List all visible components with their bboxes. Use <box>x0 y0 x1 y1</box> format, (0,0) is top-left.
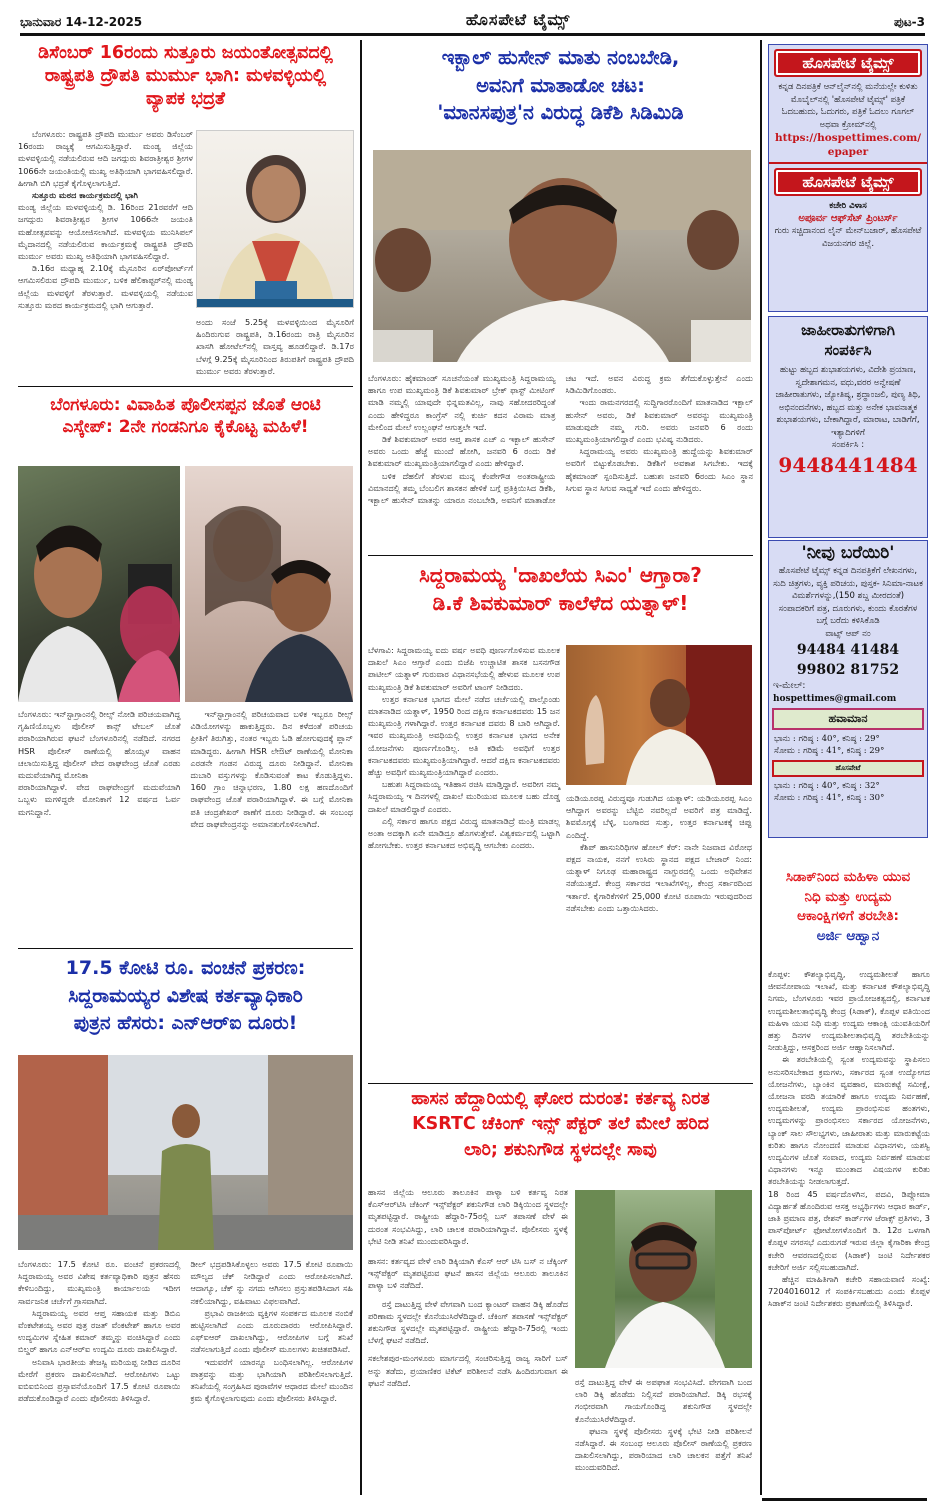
headline-iqbal: ಇಕ್ಬಾಲ್ ಹುಸೇನ್ ಮಾತು ನಂಬಬೇಡಿ, ಅವನಿಗೆ ಮಾತಾಡೋ ಚಟ: 'ಮಾನಸಪುತ್ರ'ನ ವಿರುದ್ಧ ಡಿಕೆಶಿ ಸಿಡಿಮಿಡಿ <box>437 46 684 125</box>
article-body: ಬೆಂಗಳೂರು: 17.5 ಕೋಟಿ ರೂ. ವಂಚನೆ ಪ್ರಕರಣದಲ್ಲಿ ಸಿದ್ದರಾಮಯ್ಯ ಅವರ ವಿಶೇಷ ಕರ್ತವ್ಯಾಧಿಕಾರಿ ಪುತ್ರನ ಹೆಸರು ಕೇಳಿಬಂದಿದ್ದು, ಮುಖ್ಯಮಂತ್ರಿ ಕಾರ್ಯಾಲಯ ಇದೀಗ ಸಾರ್ವಜನಿಕ ಚರ್ಚೆಗೆ ಗ್ರಾಸವಾಗಿದೆ. ಸಿದ್ದರಾಮಯ್ಯ ಅವರ ಆಪ್ತ ಸಹಾಯಕ ಮತ್ತು ಡಿಬಿಎ ವೆಂಕಟೇಶಯ್ಯ ಅವರ ಪುತ್ರ ರಜತ್ ವೆಂಕಟೇಶ್ ಹಾಗೂ ಅವರ ಉದ್ಯಮಿಗಳ ಸ್ನೇಹಿತ ಕಮಾರ್ ತಮ್ಮನ್ನು ವಂಚಿಸಿದ್ದಾರೆ ಎಂದು ಬಿಲ್ಡರ್ ಹಾಗೂ ಎನ್‌ಆರ್‌ಐ ಉದ್ಯಮಿ ದೂರು ದಾಖಲಿಸಿದ್ದಾರೆ. ಅನಿವಾಸಿ ಭಾರತೀಯ ತೇಜಸ್ವಿ ಮರಿಯಪ್ಪ ನೀಡಿದ ದೂರಿನ ಮೇರೆಗೆ ಪ್ರಕರಣ ದಾಖಲಿಸಲಾಗಿದೆ. ಆರೋಪಿಗಳು ಒಟ್ಟು ಐಬಿಐಬಿನಿಂದ ಪ್ರಸ್ತಾವನೆಯೊಂದಿಗೆ 17.5 ಕೋಟಿ ರೂಪಾಯಿ ಪಡೆದುಕೊಂಡಿದ್ದಾರೆ ಎಂದು ಪೊಲೀಸರು ತಿಳಿಸಿದ್ದಾರೆ. ಡೀಲ್ ಭದ್ರಪಡಿಸಿಕೊಳ್ಳಲು ಅವರು 17.5 ಕೋಟಿ ರೂಪಾಯಿ ಮೌಲ್ಯದ ಚೆಕ್ ನೀಡಿದ್ದಾರೆ ಎಂದು ಆರೋಪಿಸಲಾಗಿದೆ. ಆದಾಗ್ಯೂ, ಚೆಕ್ ನ್ನು ನಗದು ಆಗಿಸಲು ಪ್ರಸ್ತುತಪಡಿಸಿದಾಗ ಸಹಿ ನಕಲಿಯಾಗಿದ್ದು, ವಹಿವಾಟು ವಿಫಲವಾಗಿದೆ. ಪ್ರಭಾವಿ ರಾಜಕೀಯ ವ್ಯಕ್ತಿಗಳ ಸಂಪರ್ಕದ ಮೂಲಕ ನಂಬಿಕೆ ಹುಟ್ಟಿಸಲಾಗಿದೆ ಎಂದು ದೂರುದಾರರು ಆರೋಪಿಸಿದ್ದಾರೆ. ಎಫ್‌ಐಆರ್ ದಾಖಲಾಗಿದ್ದು, ಆರೋಪಿಗಳ ಬಗ್ಗೆ ತನಿಖೆ ನಡೆಸಲಾಗುತ್ತಿದೆ ಎಂದು ಪೊಲೀಸ್ ಮೂಲಗಳು ಖಚಿತಪಡಿಸಿವೆ. ಇದುವರೆಗೆ ಯಾರನ್ನೂ ಬಂಧಿಸಲಾಗಿಲ್ಲ. ಆರೋಪಿಗಳ ಪಾತ್ರವನ್ನು ಮತ್ತು ಭಾಗಿಯಾಗಿ ಪರಿಶೀಲಿಸಲಾಗುತ್ತಿದೆ. ತನಿಖೆಯಲ್ಲಿ ಸಂಗ್ರಹಿಸಿದ ಪುರಾವೆಗಳ ಆಧಾರದ ಮೇಲೆ ಮುಂದಿನ ಕ್ರಮ ಕೈಗೊಳ್ಳಲಾಗುವುದು ಎಂದು ಪೊಲೀಸರು ತಿಳಿಸಿದ್ದಾರೆ. <box>18 1259 353 1404</box>
newspaper-title: ಹೊಸಪೇಟೆ ಟೈಮ್ಸ್ <box>465 10 571 29</box>
masthead <box>20 8 925 36</box>
article-body: ರಸ್ತೆ ದಾಟುತ್ತಿದ್ದ ವೇಳೆ ಈ ಅಪಘಾತ ಸಂಭವಿಸಿದೆ. ವೇಗವಾಗಿ ಬಂದ ಲಾರಿ ಡಿಕ್ಕಿ ಹೊಡೆದು ನಿಲ್ಲಿಸದೆ ಪರಾರಿಯಾಗಿದೆ. ಡಿಕ್ಕಿ ರಭಸಕ್ಕೆ ಗಂಭೀರವಾಗಿ ಗಾಯಗೊಂಡಿದ್ದ ಶಕುನಿಗೌಡ ಸ್ಥಳದಲ್ಲೇ ಕೊನೆಯುಸಿರೆಳೆದಿದ್ದಾರೆ. ಘಟನಾ ಸ್ಥಳಕ್ಕೆ ಪೊಲೀಸರು ಸ್ಥಳಕ್ಕೆ ಭೇಟಿ ನೀಡಿ ಪರಿಶೀಲನೆ ನಡೆಸಿದ್ದಾರೆ. ಈ ಸಂಬಂಧ ಆಲೂರು ಪೊಲೀಸ್ ಠಾಣೆಯಲ್ಲಿ ಪ್ರಕರಣ ದಾಖಲಿಸಲಾಗಿದ್ದು, ಪರಾರಿಯಾದ ಲಾರಿ ಚಾಲಕನ ಪತ್ತೆಗೆ ತನಿಖೆ ಮುಂದುವರಿದಿದೆ. <box>575 1377 752 1473</box>
weather-row: ಭಾನು : ಗರಿಷ್ಠ : 40°, ಕನಿಷ್ಠ : 32° <box>774 781 880 791</box>
article-body: ಅಂದು ಸಂಜೆ 5.25ಕ್ಕೆ ಮಳವಳ್ಳಿಯಿಂದ ಮೈಸೂರಿಗೆ ಹಿಂದಿರುಗುವ ರಾಷ್ಟ್ರಪತಿ, ಡಿ.16ರಂದು ರಾತ್ರಿ ಮೈಸೂರಿನ ಖಾಸಗಿ ಹೋಟೆಲ್‌ನಲ್ಲಿ ವಾಸ್ತವ್ಯ ಹೂಡಲಿದ್ದಾರೆ. ಡಿ.17ರ ಬೆಳಗ್ಗೆ 9.25ಕ್ಕೆ ಮೈಸೂರಿನಿಂದ ತಿರುಪತಿಗೆ ರಾಷ್ಟ್ರಪತಿ ದ್ರೌಪದಿ ಮುರ್ಮು ಅವರು ತೆರಳುತ್ತಾರೆ. <box>196 317 354 376</box>
email-link[interactable]: hospettimes@gmail.com <box>773 693 897 704</box>
article-body: ಬೆಂಗಳೂರು: ಇನ್‌ಸ್ಟಾಗ್ರಾಂನಲ್ಲಿ ರೀಲ್ಸ್ ನೋಡಿ ಪರಿಚಯವಾಗಿದ್ದ ಗೃಹಿಣಿಯೊಬ್ಬಳು ಪೊಲೀಸ್ ಕಾನ್ಸ್ ಟೇಬಲ್ ಜೊತೆ ಪರಾರಿಯಾಗಿರುವ ಘಟನೆ ಬೆಂಗಳೂರಿನಲ್ಲಿ ನಡೆದಿದೆ. ನಗರದ HSR ಪೊಲೀಸ್ ಠಾಣೆಯಲ್ಲಿ ಹೊಯ್ಸಳ ವಾಹನ ಚಲಾಯಿಸುತ್ತಿದ್ದ ಪೊಲೀಸ್ ವೇದ ರಾಘವೇಂದ್ರ ಜೊತೆ ಎರಡು ಮದುವೆಯಾಗಿದ್ದ ಮೋನಿಕಾ ಪರಾರಿಯಾಗಿದ್ದಾಳೆ. ವೇದ ರಾಘವೇಂದ್ರಗೆ ಮದುವೆಯಾಗಿ ಒಬ್ಬಳು ಮಗಳಿದ್ದರೇ ಮೋನಿಕಾಗೆ 12 ವರ್ಷದ ಓರ್ವ ಮಗನಿದ್ದಾನೆ. ಇನ್‌ಸ್ಟಾಗ್ರಾಂನಲ್ಲಿ ಪರಿಚಯವಾದ ಬಳಿಕ ಇಬ್ಬರೂ ರೀಲ್ಸ್ ವಿಡಿಯೋಗಳನ್ನು ಹಾಕುತ್ತಿದ್ದರು. ದಿನ ಕಳೆದಂತೆ ಪರಿಚಯ ಪ್ರೀತಿಗೆ ತಿರುಗಿತ್ತು, ನಂತರ ಇಬ್ಬರು ಓಡಿ ಹೋಗುವುದಕ್ಕೆ ಪ್ಲಾನ್ ಮಾಡಿದ್ದರು. ಹೀಗಾಗಿ HSR ಲೇಔಟ್ ಠಾಣೆಯಲ್ಲಿ ಮೋನಿಕಾ ಎರಡನೇ ಗಂಡನ ವಿರುದ್ಧ ದೂರು ನೀಡಿದ್ದಾನೆ. ಮೋನಿಕಾ ದುಬಾರಿ ವಸ್ತುಗಳನ್ನು ಕೊಡಿಸುವಂತೆ ಕಾಟ ಕೊಡುತ್ತಿದ್ದಳು. 160 ಗ್ರಾಂ ಚಿನ್ನಾಭರಣ, 1.80 ಲಕ್ಷ ಹಣದೊಂದಿಗೆ ರಾಘವೇಂದ್ರ ಜೊತೆ ಪರಾರಿಯಾಗಿದ್ದಾಳೆ. ಈ ಬಗ್ಗೆ ಮೋನಿಕಾ ಪತಿ ಚಂದ್ರಶೇಖರ್ ಠಾಣೆಗೆ ದೂರು ನೀಡಿದ್ದಾರೆ. ಈ ಸಂಬಂಧ ವೇದ ರಾಘವೇಂದ್ರನನ್ನು ಅಮಾನತುಗೊಳಿಸಲಾಗಿದೆ. <box>18 709 353 829</box>
divider <box>769 162 927 164</box>
issue-date: ಭಾನುವಾರ 14-12-2025 <box>20 15 143 29</box>
article-body: ಬೆಳಗಾವಿ: ಸಿದ್ದರಾಮಯ್ಯ ಐದು ವರ್ಷ ಅವಧಿ ಪೂರ್ಣಗೊಳಿಸುವ ಮೂಲಕ ದಾಖಲೆ ಸಿಎಂ ಆಗ್ತಾರೆ ಎಂದು ಬಿಜೆಪಿ ಉಚ್ಚಾಟಿತ ಶಾಸಕ ಬಸನಗೌಡ ಪಾಟೀಲ್ ಯತ್ನಾಳ್ ಗುರುವಾರ ವಿಧಾನಸಭೆಯಲ್ಲಿ ಹೇಳುವ ಮೂಲಕ ಉಪ ಮುಖ್ಯಮಂತ್ರಿ ಡಿಕೆ ಶಿವಕುಮಾರ್ ಅವರಿಗೆ ಟಾಂಗ್ ನೀಡಿದರು. ಉತ್ತರ ಕರ್ನಾಟಕ ಭಾಗದ ಮೇಲೆ ನಡೆದ ಚರ್ಚೆಯಲ್ಲಿ ಪಾಲ್ಗೊಂಡು ಮಾತನಾಡಿದ ಯತ್ನಾಳ್, 1950 ರಿಂದ ದಕ್ಷಿಣ ಕರ್ನಾಟಕದವರು 15 ಜನ ಮುಖ್ಯಮಂತ್ರಿ ಗಳಾಗಿದ್ದಾರೆ. ಉತ್ತರ ಕರ್ನಾಟಕ ದವರು 8 ಬಾರಿ ಆಗಿದ್ದಾರೆ. ಇವರ ಮುಖ್ಯಮಂತ್ರಿ ಅವಧಿಯಲ್ಲಿ ಉತ್ತರ ಕರ್ನಾಟಕ ಭಾಗದ ಅನೇಕ ಯೋಜನೆಗಳು ಪೂರ್ಣಗೊಂಡಿಲ್ಲ. ಅತಿ ಕಡಿಮೆ ಅವಧಿಗೆ ಉತ್ತರ ಕರ್ನಾಟಕದವರು ಮುಖ್ಯಮಂತ್ರಿಯಾಗಿದ್ದಾರೆ. ಆದರೆ ದಕ್ಷಿಣ ಕರ್ನಾಟಕದವರು ಹೆಚ್ಚು ಅವಧಿಗೆ ಮುಖ್ಯಮಂತ್ರಿಯಾಗಿದ್ದಾರೆ ಎಂದರು. ಬಹುಶಃ ಸಿದ್ದರಾಮಯ್ಯ ಇತಿಹಾಸ ರಚಿಸಿ ಮಾಡ್ತಿದ್ದಾರೆ. ಅವರೀಗ ನಮ್ಮ ಸಿದ್ದರಾಮಯ್ಯ ಇ ದಿನಗಳಲ್ಲಿ ದಾಖಲೆ ಮುರಿಯುವ ಮೂಲಕ ಬಹು ದೊಡ್ಡ ದಾಖಲೆ ಮಾಡಲಿದ್ದಾರೆ ಎಂದರು. ಎಲ್ಲಿ ಸರ್ಕಾರ ಹಾಗೂ ಪಕ್ಷದ ವಿರುದ್ಧ ಮಾತನಾಡಿದ್ರೆ ಮಂತ್ರಿ ಮಾಡಲ್ಲ ಅಂತಾ ಅದಕ್ಕಾಗಿ ಏನೇ ಮಾಡಿದ್ರೂ ಹೊಗಳುತ್ತೇವೆ. ವಿಶ್ವಕರ್ಮದಲ್ಲಿ ಒಟ್ಟಾಗಿ ಹೋಗಬೇಕು. ಉತ್ತರ ಕರ್ನಾಟಕದ ಅಭಿವೃದ್ಧಿ ಆಗಬೇಕು ಎಂದರು. <box>368 645 560 851</box>
weather-row: ಸೋಮ : ಗರಿಷ್ಠ : 41°, ಕನಿಷ್ಠ : 29° <box>774 746 885 756</box>
headline-police: ಬೆಂಗಳೂರು: ವಿವಾಹಿತ ಪೊಲೀಸಪ್ಪನ ಜೊತೆ ಆಂಟಿ ಎಸ್ಕೇಪ್: 2ನೇ ಗಂಡನಿಗೂ ಕೈಕೊಟ್ಟ ಮಹಿಳೆ! <box>50 395 321 438</box>
page-number: ಪುಟ-3 <box>894 15 925 29</box>
weather-table-city <box>769 780 927 804</box>
sidebar-write-box: 'ನೀವು ಬರೆಯಿರಿ' ಹೊಸಪೇಟೆ ಟೈಮ್ಸ್ ಕನ್ನಡ ದಿನಪತ್ರಿಕೆಗೆ ಲೇಖನಗಳು, ಸುದಿ ಚಿತ್ರಗಳು, ವ್ಯಕ್ತಿ ಪರಿಚಯ, ಪುಸ್ತಕ- ಸಿನಿಮಾ-ನಾಟಕ ವಿಮರ್ಶೆಗಳನ್ನು,(150 ಶಬ್ದ ಮೀರದಂತೆ) ಸಂಪಾದಕರಿಗೆ ಪತ್ರ, ದೂರುಗಳು, ಕುಂದು ಕೊರತೆಗಳ ಬಗ್ಗೆ ಬರೆದು ಕಳಿಸಿಕೊಡಿ ವಾಟ್ಸ್ ಆಪ್ ನಂ 94484 41484 99802 81752 ಇ-ಮೇಲ್: hospettimes@gmail.com ಹವಾಮಾನ ಭಾನು : ಗರಿಷ್ಠ : 40°, ಕನಿಷ್ಠ : 29° ಸೋಮ : ಗರಿಷ್ಠ : 41°, ಕನಿಷ್ಠ : 29° ಹೊಸಪೇಟೆ ಭಾನು : ಗರಿಷ್ಠ : 40°, ಕನಿಷ್ಠ : 32° ಸೋಮ : ಗರಿಷ್ಠ : 41°, ಕನಿಷ್ಠ : 30° <box>768 540 928 838</box>
divider <box>368 555 753 556</box>
office-address: ಗುರು ಸಚ್ಚಿದಾನಂದ ಲೈನ್ ಮೇನ್‌ಬಜಾರ್, ಹೊಸಪೇಟೆ ವಿಜಯನಗರ ಜಿಲ್ಲೆ. <box>774 226 922 249</box>
headline-hassan: ಹಾಸನ ಹೆದ್ದಾರಿಯಲ್ಲಿ ಘೋರ ದುರಂತ: ಕರ್ತವ್ಯ ನಿರತ KSRTC ಚೆಕಿಂಗ್ ಇನ್ಸ್ ಪೆಕ್ಟರ್ ತಲೆ ಮೇಲೆ ಹರಿದ ಲಾರಿ; ಶಕುನಿಗೌಡ ಸ್ಥಳದಲ್ಲೇ ಸಾವು <box>411 1089 710 1160</box>
photo-dk-shivakumar <box>373 150 751 362</box>
photo-shakunigowda <box>575 1190 752 1368</box>
headline-cedok: ಸಿಡಾಕ್‌ನಿಂದ ಮಹಿಳಾ ಯುವ ನಿಧಿ ಮತ್ತು ಉದ್ಯಮ ಆಕಾಂಕ್ಷಿಗಳಿಗೆ ತರಬೇತಿ: ಅರ್ಜಿ ಆಹ್ವಾನ <box>785 869 911 944</box>
article-body: ಹಾಸನ ಜಿಲ್ಲೆಯ ಆಲೂರು ತಾಲೂಕಿನ ಪಾಳ್ಯಾ ಬಳಿ ಕರ್ತವ್ಯ ನಿರತ ಕೆಎಸ್‌ಆರ್‌ಟಿಸಿ ಚೆಕಿಂಗ್ ಇನ್ಸ್‌ಪೆಕ್ಟರ್ ಶಕುನಿಗೌಡ ಲಾರಿ ಡಿಕ್ಕಿಯಿಂದ ಸ್ಥಳದಲ್ಲೇ ಮೃತಪಟ್ಟಿದ್ದಾರೆ. ರಾಷ್ಟ್ರೀಯ ಹೆದ್ದಾರಿ-75ರಲ್ಲಿ ಬಸ್ ತಪಾಸಣೆ ವೇಳೆ ಈ ದುರಂತ ಸಂಭವಿಸಿದ್ದು, ಲಾರಿ ಚಾಲಕ ಪರಾರಿಯಾಗಿದ್ದಾನೆ. ಪೊಲೀಸರು ಸ್ಥಳಕ್ಕೆ ಭೇಟಿ ನೀಡಿ ತನಿಖೆ ಮುಂದುವರಿಸಿದ್ದಾರೆ. ಹಾಸನ: ಕರ್ತವ್ಯದ ವೇಳೆ ಲಾರಿ ಡಿಕ್ಕಿಯಾಗಿ ಕೆಎಸ್ ಆರ್ ಟಿಸಿ ಬಸ್ ನ ಚೆಕ್ಕಿಂಗ್ ಇನ್ಸ್‌ಪೆಕ್ಟರ್ ಮೃತಪಟ್ಟಿರುವ ಘಟನೆ ಹಾಸನ ಜಿಲ್ಲೆಯ ಆಲೂರು ತಾಲೂಕಿನ ಪಾಳ್ಯಾ ಬಳಿ ನಡೆದಿದೆ. ರಸ್ತೆ ದಾಟುತ್ತಿದ್ದ ವೇಳೆ ವೇಗವಾಗಿ ಬಂದ ಕ್ಯಾಂಟರ್ ವಾಹನ ಡಿಕ್ಕಿ ಹೊಡೆದ ಪರಿಣಾಮ ಸ್ಥಳದಲ್ಲೇ ಕೊನೆಯುಸಿರೆಳೆದಿದ್ದಾರೆ. ಚೆಕಿಂಗ್ ತಪಾಸಣೆ ಇನ್ಸ್‌ಪೆಕ್ಟರ್ ಶಕುನಿಗೌಡ ಸ್ಥಳದಲ್ಲೇ ಮೃತಪಟ್ಟಿದ್ದಾರೆ. ರಾಷ್ಟ್ರೀಯ ಹೆದ್ದಾರಿ-75ರಲ್ಲಿ ಇಂದು ಬೆಳಗ್ಗೆ ಘಟನೆ ನಡೆದಿದೆ. ಸಕಲೇಶಪುರ-ಮಂಗಳೂರು ಮಾರ್ಗದಲ್ಲಿ ಸಂಚರಿಸುತ್ತಿದ್ದ ರಾಜ್ಯ ಸಾರಿಗೆ ಬಸ್ ಅನ್ನು ತಡೆದು, ಪ್ರಯಾಣಿಕರ ಟಿಕೆಟ್ ಪರಿಶೀಲನೆ ನಡೆಸಿ ಹಿಂದಿರುಗುವಾಗ ಈ ಘಟನೆ ನಡೆದಿದೆ. <box>368 1187 568 1388</box>
headline-yatnal: ಸಿದ್ದರಾಮಯ್ಯ 'ದಾಖಲೆಯ ಸಿಎಂ' ಆಗ್ತಾರಾ? ಡಿ.ಕೆ ಶಿವಕುಮಾರ್ ಕಾಲೆಳೆದ ಯತ್ನಾಳ್! <box>419 563 702 615</box>
epaper-link[interactable]: https://hospettimes.com/ epaper <box>774 132 922 158</box>
photo-president <box>196 130 354 308</box>
weather-table-region <box>769 733 927 757</box>
weather-row: ಭಾನು : ಗರಿಷ್ಠ : 40°, ಕನಿಷ್ಠ : 29° <box>774 734 880 744</box>
column-divider <box>760 40 762 1495</box>
article-body: ಬೆಂಗಳೂರು: ರಾಷ್ಟ್ರಪತಿ ದ್ರೌಪದಿ ಮುರ್ಮು ಅವರು ಡಿಸೆಂಬರ್ 16ರಂದು ರಾಜ್ಯಕ್ಕೆ ಆಗಮಿಸುತ್ತಿದ್ದಾರೆ. ಮಂಡ್ಯ ಜಿಲ್ಲೆಯ ಮಳವಳ್ಳಿಯಲ್ಲಿ ನಡೆಯಲಿರುವ ಆದಿ ಜಗದ್ಗುರು ಶಿವರಾತ್ರೀಶ್ವರ ಶ್ರೀಗಳ 1066ನೇ ಜಯಂತಿಯಲ್ಲಿ ಮುಖ್ಯ ಅತಿಥಿಯಾಗಿ ಭಾಗವಹಿಸಲಿದ್ದಾರೆ. ಹೀಗಾಗಿ ಬಿಗಿ ಭದ್ರತೆ ಕೈಗೊಳ್ಳಲಾಗುತ್ತಿದೆ. ಸುತ್ತೂರು ಮಠದ ಕಾರ್ಯಕ್ರಮದಲ್ಲಿ ಭಾಗಿ ಮಂಡ್ಯ ಜಿಲ್ಲೆಯ ಮಳವಳ್ಳಿಯಲ್ಲಿ ಡಿ. 16ರಿಂದ 21ರವರೆಗೆ ಆದಿ ಜಗದ್ಗುರು ಶಿವರಾತ್ರೀಶ್ವರ ಶ್ರೀಗಳ 1066ನೇ ಜಯಂತಿ ಮಹೋತ್ಸವವನ್ನು ಆಯೋಜಿಸಲಾಗಿದೆ. ಮಳವಳ್ಳಿಯ ಮುನಿಸಿಪಲ್ ಮೈದಾನದಲ್ಲಿ ನಡೆಯಲಿರುವ ಕಾರ್ಯಕ್ರಮಕ್ಕೆ ರಾಷ್ಟ್ರಪತಿ ದ್ರೌಪದಿ ಮುರ್ಮು ಅವರು ಮುಖ್ಯ ಅತಿಥಿಯಾಗಿ ಭಾಗವಹಿಸಲಿದ್ದಾರೆ. ಡಿ.16ರ ಮಧ್ಯಾಹ್ನ 2.10ಕ್ಕೆ ಮೈಸೂರಿನ ಏರ್‌ಪೋರ್ಟ್‌ಗೆ ಆಗಮಿಸಲಿರುವ ದ್ರೌಪದಿ ಮುರ್ಮು, ಬಳಿಕ ಹೆಲಿಕಾಪ್ಟರ್‌ನಲ್ಲಿ ಮಂಡ್ಯ ಜಿಲ್ಲೆಯ ಮಳವಳ್ಳಿಗೆ ತೆರಳುತ್ತಾರೆ. ಮಳವಳ್ಳಿಯಲ್ಲಿ ನಡೆಯುವ ಸುತ್ತೂರು ಮಠದ ಕಾರ್ಯಕ್ರಮದಲ್ಲಿ ಭಾಗಿ ಆಗುತ್ತಾರೆ. <box>18 129 193 310</box>
article-body: ಬೆಂಗಳೂರು: ಹೈಕಮಾಂಡ್ ಸೂಚನೆಯಂತೆ ಮುಖ್ಯಮಂತ್ರಿ ಸಿದ್ದರಾಮಯ್ಯ ಹಾಗೂ ಉಪ ಮುಖ್ಯಮಂತ್ರಿ ಡಿಕೆ ಶಿವಕುಮಾರ್ ಬ್ರೇಕ್ ಫಾಸ್ಟ್ ಮೀಟಿಂಗ್ ಮಾಡಿ ನಮ್ಮಲ್ಲಿ ಯಾವುದೇ ಭಿನ್ನಮತವಿಲ್ಲ, ನಾವು ಸಹೋದರರಿದ್ದಂತೆ ಎಂದು ಹೇಳಿದ್ದರೂ ಕಾಂಗ್ರೆಸ್ ನಲ್ಲಿ ಕುರ್ಚಿ ಕದನ ವಿರಾಮ ಮಾತ್ರ ಮೇಲಿಂದ ಮೇಲೆ ಉಲ್ಲಂಘನೆ ಆಗುತ್ತಲೇ ಇದೆ. ಡಿಕೆ ಶಿವಕುಮಾರ್ ಅವರ ಆಪ್ತ ಶಾಸಕ ಎಚ್ ಎ ಇಕ್ಬಾಲ್ ಹುಸೇನ್ ಅವರು ಒಂದು ಹೆಜ್ಜೆ ಮುಂದೆ ಹೋಗಿ, ಜನವರಿ 6 ರಂದು ಡಿಕೆ ಶಿವಕುಮಾರ್ ಮುಖ್ಯಮಂತ್ರಿಯಾಗಲಿದ್ದಾರೆ ಎಂದು ಹೇಳಿದ್ದಾರೆ. ಬಳಿಕ ದೆಹಲಿಗೆ ತೆರಳುವ ಮುನ್ನ ಕೆಂಪೇಗೌಡ ಅಂತರಾಷ್ಟ್ರೀಯ ವಿಮಾನದಲ್ಲಿ ತಮ್ಮ ಬೆಂಬಲಿಗ ಶಾಸಕನ ಹೇಳಿಕೆ ಬಗ್ಗೆ ಪ್ರತಿಕ್ರಿಯಿಸಿದ ಡಿಕೆಶಿ, ಇಕ್ಬಾಲ್ ಹುಸೇನ್ ಮಾತನ್ನು ಯಾರೂ ನಂಬಬೇಡಿ, ಅವನಿಗೆ ಮಾತಾಡೋ ಚಟ ಇದೆ. ಅವನ ವಿರುದ್ಧ ಕ್ರಮ ತೆಗೆದುಕೊಳ್ಳುತ್ತೇನೆ ಎಂದು ಸಿಡಿಮಿಡಿಗೊಂಡರು. ಇಂದು ರಾಮನಗರದಲ್ಲಿ ಸುದ್ದಿಗಾರರೊಂದಿಗೆ ಮಾತನಾಡಿದ ಇಕ್ಬಾಲ್ ಹುಸೇನ್ ಅವರು, ಡಿಕೆ ಶಿವಕುಮಾರ್ ಅವರನ್ನು ಮುಖ್ಯಮಂತ್ರಿ ಮಾಡುವುದೇ ನಮ್ಮ ಗುರಿ. ಅವರು ಜನವರಿ 6 ರಂದು ಮುಖ್ಯಮಂತ್ರಿಯಾಗಲಿದ್ದಾರೆ ಎಂದು ಭವಿಷ್ಯ ನುಡಿದರು. ಸಿದ್ದರಾಮಯ್ಯ ಅವರು ಮುಖ್ಯಮಂತ್ರಿ ಹುದ್ದೆಯನ್ನು ಶಿವಕುಮಾರ್ ಅವರಿಗೆ ಬಿಟ್ಟುಕೊಡಬೇಕು. ಡಿಕೆಶಿಗೆ ಅವಕಾಶ ಸಿಗಬೇಕು. ಇದಕ್ಕೆ ಹೈಕಮಾಂಡ್ ಸ್ಪಂದಿಸುತ್ತಿದೆ. ಬಹುಶಃ ಜನವರಿ 6ರಂದು ಸಿಎಂ ಸ್ಥಾನ ಸಿಗುವ ಸ್ಥಾನ ಸಿಗುವ ಸಾಧ್ಯತೆ ಇದೆ ಎಂದು ಹೇಳಿದ್ದರು. <box>368 373 753 506</box>
whatsapp-phone-2: 99802 81752 <box>796 662 900 678</box>
ads-phone: 9448441484 <box>778 452 918 477</box>
divider <box>18 948 353 949</box>
whatsapp-phone-1: 94484 41484 <box>796 642 900 658</box>
sidebar-ads-box: ಜಾಹೀರಾತುಗಳಿಗಾಗಿ ಸಂಪರ್ಕಿಸಿ ಹುಟ್ಟು ಹಬ್ಬದ ಶುಭಾಶಯಗಳು, ವಿದೇಶಿ ಪ್ರಯಾಣ, ಸ್ವದೇಶಾಗಮನ, ವಧು,ವರರ ಅನ್ವೇಷಣೆ ಜಾಹೀರಾತುಗಳು, ಜ್ಯೋತಿಷ್ಯ, ಶ್ರದ್ಧಾಂಜಲಿ, ಪುಣ್ಯ ತಿಥಿ, ಅಭಿನಂದನೆಗಳು, ಹಬ್ಬದ ಮತ್ತು ಅನೇಕ ಭಾವನಾತ್ಮಕ ಶುಭಾಶಯಗಳು, ಬೇಕಾಗಿದ್ದಾರೆ, ಮಾರಾಟ, ಬಾಡಿಗೆಗೆ, ಇತ್ಯಾದಿಗಳಿಗೆ ಸಂಪರ್ಕಿಸಿ : 9448441484 <box>768 316 928 538</box>
weather-title: ಹವಾಮಾನ <box>772 708 924 730</box>
divider <box>18 386 353 387</box>
divider <box>368 1083 753 1084</box>
photo-couple-1 <box>18 466 180 702</box>
newspaper-logo: ಹೊಸಪೇಟೆ ಟೈಮ್ಸ್ <box>774 168 922 196</box>
article-body: ಕೊಪ್ಪಳ: ಕೌಶಲ್ಯಾಭಿವೃದ್ಧಿ, ಉದ್ಯಮಶೀಲತೆ ಹಾಗೂ ಜೀವನೋಪಾಯ ಇಲಾಖೆ, ಮತ್ತು ಕರ್ನಾಟಕ ಕೌಶಲ್ಯಾಭಿವೃದ್ಧಿ ನಿಗಮ, ಬೆಂಗಳೂರು ಇವರ ಪ್ರಾಯೋಜಕತ್ವದಲ್ಲಿ, ಕರ್ನಾಟಕ ಉದ್ಯಮಶೀಲತಾಭಿವೃದ್ಧಿ ಕೇಂದ್ರ (ಸಿಡಾಕ್), ಕೊಪ್ಪಳ ವತಿಯಿಂದ ಮಹಿಳಾ ಯುವ ನಿಧಿ ಮತ್ತು ಉದ್ಯಮ ಆಕಾಂಕ್ಷಿ ಯುವತಿಯರಿಗೆ ಹತ್ತು ದಿನಗಳ ಉದ್ಯಮಶೀಲತಾಭಿವೃದ್ಧಿ ತರಬೇತಿಯನ್ನು ನೀಡುತ್ತಿದ್ದು, ಆಸಕ್ತರಿಂದ ಅರ್ಜಿ ಆಹ್ವಾನಿಸಲಾಗಿದೆ. ಈ ತರಬೇತಿಯಲ್ಲಿ ಸ್ವಂತ ಉದ್ಯಮವನ್ನು ಸ್ಥಾಪಿಸಲು ಅನುಸರಿಸಬೇಕಾದ ಕ್ರಮಗಳು, ಸರ್ಕಾರದ ಸ್ವಂತ ಉದ್ಯೋಗದ ಯೋಜನೆಗಳು, ಬ್ಯಾಂಕಿನ ವ್ಯವಹಾರ, ಮಾರುಕಟ್ಟೆ ಸಮೀಕ್ಷೆ, ಯೋಜನಾ ವರದಿ ತಯಾರಿಕೆ ಹಾಗೂ ಉದ್ಯಮ ನಿರ್ವಹಣೆ, ಉದ್ಯಮಶೀಲತೆ, ಉದ್ಯಮ ಪ್ರಾರಂಭಿಸುವ ಹಂತಗಳು, ಉದ್ಯಮಗಳನ್ನು ಪ್ರಾರಂಭಿಸಲು ಸರ್ಕಾರದ ಯೋಜನೆಗಳು, ಬ್ಯಾಂಕ್ ಸಾಲ ಸೌಲಭ್ಯಗಳು, ಜಾಹೀರಾತು ಮತ್ತು ಮಾರುಕಟ್ಟೆಯ ಕುರಿತು ಹಾಗೂ ನೋಂದಣಿ ಮಾಡುವ ವಿಧಾನಗಳು, ಯಶಸ್ವಿ ಉದ್ಯಮಿಗಳ ಜೊತೆ ಸಂವಾದ, ಉದ್ಯಮ ನಿರ್ವಹಣೆ ಮಾಡುವ ವಿಧಾನಗಳು ಇನ್ನೂ ಮುಂತಾದ ವಿಷಯಗಳ ಕುರಿತು ತರಬೇತಿಯನ್ನು ನೀಡಲಾಗುತ್ತದೆ. 18 ರಿಂದ 45 ವರ್ಷದೊಳಗಿನ, ಪದವಿ, ಡಿಪ್ಲೋಮಾ ವಿದ್ಯಾರ್ಹತೆ ಹೊಂದಿರುವ ಆಸಕ್ತ ಅಭ್ಯರ್ಥಿಗಳು ಆಧಾರ ಕಾರ್ಡ್, ಜಾತಿ ಪ್ರಮಾಣ ಪತ್ರ, ರೇಶನ್ ಕಾರ್ಡ್‌ಗಳ ಜೆರಾಕ್ಸ್ ಪ್ರತಿಗಳು, 3 ಪಾಸ್‌ಪೋರ್ಟ್ ಫೋಟೋಗಳೊಂದಿಗೆ ಡಿ. 12ರ ಒಳಗಾಗಿ ಕೊಪ್ಪಳ ನಗರಸಭೆ ಎದುರುಗಡೆ ಇರುವ ಜಿಲ್ಲಾ ಕೈಗಾರಿಕಾ ಕೇಂದ್ರ ಕಚೇರಿ ಆವರಣದಲ್ಲಿರುವ (ಸಿಡಾಕ್) ಜಂಟಿ ನಿರ್ದೇಶಕರ ಕಚೇರಿಗೆ ಅರ್ಜಿ ಸಲ್ಲಿಸಬಹುದಾಗಿದೆ. ಹೆಚ್ಚಿನ ಮಾಹಿತಿಗಾಗಿ ಕಚೇರಿ ಸಹಾಯವಾಣಿ ಸಂಖ್ಯೆ: 7204016012 ಗೆ ಸಂಪರ್ಕಿಸಬಹುದು ಎಂದು ಕೊಪ್ಪಳ ಸಿಡಾಕ್‌ನ ಜಂಟಿ ನಿರ್ದೇಶಕರು ಪ್ರಕಟಣೆಯಲ್ಲಿ ತಿಳಿಸಿದ್ದಾರೆ. <box>768 969 930 1309</box>
newspaper-logo: ಹೊಸಪೇಟೆ ಟೈಮ್ಸ್ <box>774 49 922 77</box>
weather-city: ಹೊಸಪೇಟೆ <box>772 760 924 777</box>
weather-row: ಸೋಮ : ಗರಿಷ್ಠ : 41°, ಕನಿಷ್ಠ : 30° <box>774 793 885 803</box>
divider <box>762 1498 927 1501</box>
column-divider <box>360 40 362 1495</box>
photo-nri <box>18 1055 353 1250</box>
email-line: ಇ-ಮೇಲ್: hospettimes@gmail.com <box>773 681 897 704</box>
printer-name: ಅಪೂರ್ವ ಆಫ್‌ಸೆಟ್ ಪ್ರಿಂಟರ್ಸ್ <box>798 212 898 224</box>
article-body: ಯಡಿಯೂರಪ್ಪ ವಿರುದ್ಧವೂ ಗುಡುಗಿದ ಯತ್ನಾಳ್: ಯಡಿಯೂರಪ್ಪ ಸಿಎಂ ಆಗಿದ್ದಾಗ ಅವರನ್ನು ಬೆಟ್ಟಿಬಿ ನವರಿಲ್ಲದೆ ಅವರಿಗೆ ಪತ್ರ ಮಾಡಿದ್ದೆ. ಶಿವಮೊಗ್ಗಕ್ಕೆ ಬೆಳ್ಳಿ, ಬಂಗಾರದ ಸುತ್ತು, ಉತ್ತರ ಕರ್ನಾಟಕಕ್ಕೆ ಚಿಪ್ಪು ಎಂದಿದ್ದೆ. ಕೆಶಿಪ್ ಹಾಸುನಿರಿಧಿಗಳ ಹೋಲ್ ಕೆರ್: ನಾನೇ ನಿಜವಾದ ವಿರೋಧ ಪಕ್ಷದ ನಾಯಕ, ನನಗೆ ಉಸಿರು ಸ್ಥಾನದ ಪಕ್ಷದ ಬೇಜಾರ್ ನಿಂದ: ಯತ್ನಾಳ್ ನಿಗೂಢ ಮಹಾರಾಷ್ಟ್ರದ ನಾಗ್ಪುರದಲ್ಲಿ ಒಂದು ಅಧಿವೇಶನ ನಡೆಯುತ್ತದೆ. ಕೇಂದ್ರ ಸರ್ಕಾರದ ಇಲಾಖೆಗಳಿಲ್ಲ, ಕೇಂದ್ರ ಸರ್ಕಾರದಿಂದ ಇರ್ತಾರೆ. ಕೈಗಾರಿಕೆಗಳಿಗೆ 25,000 ಕೋಟಿ ರೂಪಾಯಿ ಇರುವುದರಿಂದ ನಡೆಸಬೇಕು ಎಂದು ಒತ್ತಾಯಿಸಿದರು. <box>566 793 752 913</box>
article-murmu <box>18 42 353 110</box>
subheading: ಸುತ್ತೂರು ಮಠದ ಕಾರ್ಯಕ್ರಮದಲ್ಲಿ ಭಾಗಿ <box>32 190 138 201</box>
headline: ಡಿಸೆಂಬರ್ 16ರಂದು ಸುತ್ತೂರು ಜಯಂತೋತ್ಸವದಲ್ಲಿ ರಾಷ್ಟ್ರಪತಿ ದ್ರೌಪತಿ ಮುರ್ಮು ಭಾಗಿ: ಮಳವಳ್ಳಿಯಲ್ಲಿ ವ್ಯಾಪಕ ಭದ್ರತೆ <box>38 43 333 109</box>
photo-couple-2 <box>185 466 353 702</box>
headline-nri: 17.5 ಕೋಟಿ ರೂ. ವಂಚನೆ ಪ್ರಕರಣ: ಸಿದ್ದರಾಮಯ್ಯರ ವಿಶೇಷ ಕರ್ತವ್ಯಾಧಿಕಾರಿ ಪುತ್ರನ ಹೆಸರು: ಎನ್‌ಆರ್‌ಐ ದೂರು! <box>65 957 306 1035</box>
photo-yatnal <box>566 645 752 785</box>
sidebar-promo-box: ಹೊಸಪೇಟೆ ಟೈಮ್ಸ್ ಕನ್ನಡ ದಿನಪತ್ರಿಕೆ ಆನ್‌ಲೈನ್‌ನಲ್ಲಿ ಮನೆಯಲ್ಲೇ ಕುಳಿತು ಮೊಬೈಲ್‌ನಲ್ಲಿ 'ಹೊಸಪೇಟೆ ಟೈಮ್ಸ್' ಪತ್ರಿಕೆ ಓದಬಹುದು, ಓದುಗರು, ಪತ್ರಿಕೆ ಓದಲು ಗೂಗಲ್ ಅಥವಾ ಕ್ರೋಮ್‌ನಲ್ಲಿ https://hospettimes.com/ epaper ಹೊಸಪೇಟೆ ಟೈಮ್ಸ್ ಕಚೇರಿ ವಿಳಾಸ ಅಪೂರ್ವ ಆಫ್‌ಸೆಟ್ ಪ್ರಿಂಟರ್ಸ್ ಗುರು ಸಚ್ಚಿದಾನಂದ ಲೈನ್ ಮೇನ್‌ಬಜಾರ್, ಹೊಸಪೇಟೆ ವಿಜಯನಗರ ಜಿಲ್ಲೆ. <box>768 44 928 312</box>
